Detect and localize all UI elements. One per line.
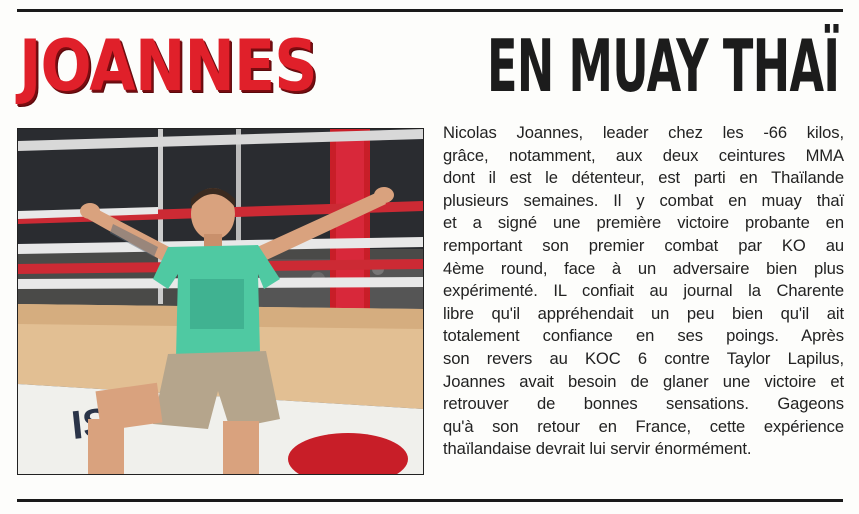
bottom-rule <box>17 499 843 502</box>
article-line: expérimenté. IL confiait au journal la Charente <box>443 281 844 301</box>
headline <box>17 25 843 107</box>
headline-red: JOANNES <box>19 25 317 107</box>
boxer-in-ring-photo <box>18 129 423 474</box>
article-line: dont il est le détenteur, est parti en Thaïlande <box>443 168 844 188</box>
article-line: retrouver de bonnes sensations. Gageons <box>443 394 844 414</box>
article-line: remportant son premier combat par KO au <box>443 235 844 255</box>
article-line: totalement confiance en ses poings. Après <box>443 326 844 346</box>
article-line: plusieurs semaines. Il y combat en muay thaï <box>443 190 844 210</box>
article-line: Joannes avait besoin de glaner une victoire et <box>443 371 844 391</box>
article-body <box>443 122 844 461</box>
article-line: grâce, notamment, aux deux ceintures MMA <box>443 145 844 165</box>
article-line: et a signé une première victoire probante en <box>443 213 844 233</box>
article-line: 4ème round, face à un adversaire bien plus <box>443 258 844 278</box>
article-line: libre qu'il appréhendait un peu bien qu'il ait <box>443 303 844 323</box>
article-line: son revers au KOC 6 contre Taylor Lapilus, <box>443 348 844 368</box>
article-photo <box>17 128 424 475</box>
article-line: Nicolas Joannes, leader chez les -66 kilos, <box>443 123 844 142</box>
article-line: qu'à son retour en France, cette expérience <box>443 416 844 436</box>
article-line: thaïlandaise devrait lui servir énormément. <box>443 439 752 459</box>
top-rule <box>17 9 843 12</box>
headline-black: EN MUAY THAÏ <box>487 24 840 108</box>
